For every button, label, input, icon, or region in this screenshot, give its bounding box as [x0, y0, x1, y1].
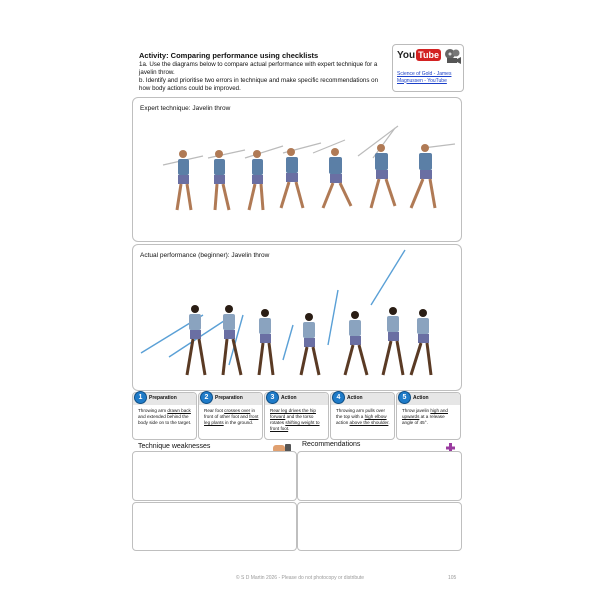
step-card-5	[396, 392, 461, 440]
film-reel-icon	[443, 47, 461, 65]
activity-title: Activity: Comparing performance using checklists	[139, 51, 319, 60]
step-description: Throwing arm drawn back and extended behind the body side on to the target.	[138, 408, 192, 425]
step-number-badge: 2	[200, 391, 213, 404]
expert-panel-label: Expert technique: Javelin throw	[140, 105, 231, 112]
actual-panel-label: Actual performance (beginner): Javelin throw	[140, 252, 270, 259]
recommendations-heading: Recommendations	[302, 441, 361, 448]
technique-weaknesses-heading: Technique weaknesses	[138, 443, 211, 450]
step-title: Action	[347, 395, 363, 401]
step-card-2	[198, 392, 263, 440]
step-card-1	[132, 392, 197, 440]
page-number: 105	[448, 575, 457, 581]
step-card-4	[330, 392, 395, 440]
step-description: Throwing arm pulls over the top with a high elbow action above the shoulder.	[336, 408, 390, 425]
actual-javelin	[141, 250, 405, 365]
instruction-1a: 1a. Use the diagrams below to compare actual performance with expert technique for a javelin throw.	[139, 61, 378, 76]
step-number-badge: 3	[266, 391, 279, 404]
expert-javelin	[163, 126, 455, 165]
youtube-link-box[interactable]	[392, 44, 464, 92]
actual-sequence-illustration	[133, 245, 461, 390]
actual-athletes	[187, 305, 431, 375]
youtube-link-line1: Science of Gold - James	[397, 71, 452, 77]
step-title: Action	[281, 395, 297, 401]
recommendation-answer-box-1[interactable]	[297, 451, 462, 501]
weakness-answer-box-2[interactable]	[132, 502, 297, 551]
step-description: Throw javelin high and upwards at a release angle of 45°.	[402, 408, 448, 425]
youtube-logo-tube: Tube	[418, 50, 439, 60]
copyright-footer: © S D Martin 2026 - Please do not photocopy or distribute	[235, 575, 365, 581]
step-card-3	[264, 392, 329, 440]
step-number-badge: 1	[134, 391, 147, 404]
expert-sequence-illustration	[133, 98, 461, 241]
step-description: Rear foot crosses over in front of other foot and front leg plants in the ground.	[204, 408, 259, 425]
expert-athletes	[177, 144, 435, 210]
step-number-badge: 4	[332, 391, 345, 404]
step-title: Preparation	[215, 395, 243, 401]
youtube-logo-you: You	[397, 49, 416, 61]
instruction-1b: b. Identify and prioritise two errors in technique and make specific recommendations on how body actions could be improved.	[139, 77, 379, 92]
recommendation-answer-box-2[interactable]	[297, 502, 462, 551]
step-number-badge: 5	[398, 391, 411, 404]
weakness-answer-box-1[interactable]	[132, 451, 297, 501]
youtube-link-line2: Magnussen - YouTube	[397, 77, 447, 84]
step-title: Preparation	[149, 395, 177, 401]
step-title: Action	[413, 395, 429, 401]
step-description: Rear leg drives the hip forward and the torso rotates shifting weight to front foot.	[270, 408, 320, 431]
expert-technique-panel	[132, 97, 462, 242]
youtube-video-link[interactable]	[397, 71, 461, 84]
instructions	[139, 61, 389, 93]
youtube-logo	[397, 49, 441, 61]
actual-performance-panel	[132, 244, 462, 391]
